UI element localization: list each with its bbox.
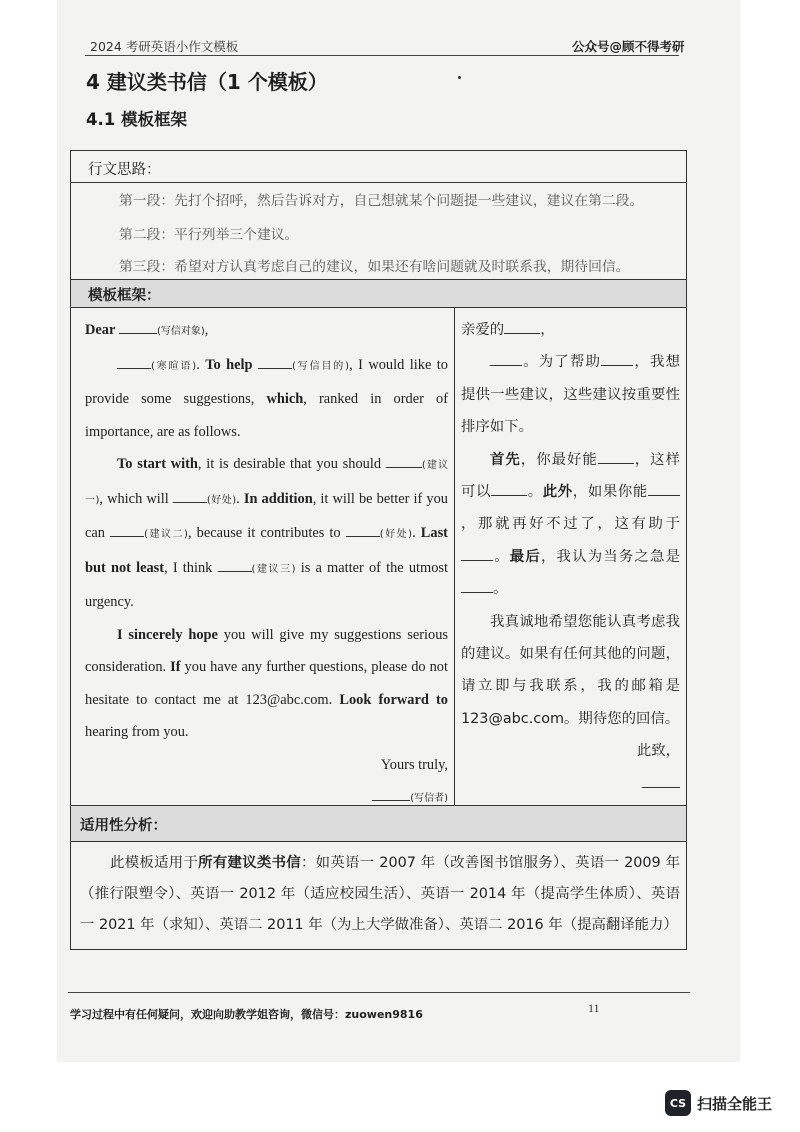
subsection-title: 4.1 模板框架 [86,110,187,129]
app-text-a: 此模板适用于 [110,855,199,871]
chinese-para-3: 我真诚地希望您能认真考虑我的建议。如果有任何其他的问题，请立即与我联系，我的邮箱是123@abc.com。期待您的回信。 [461,613,680,727]
column-divider [454,307,455,805]
footer-text: 学习过程中有任何疑问，欢迎向助教学姐咨询，微信号：zuowen9816 [70,1008,423,1021]
blank-line [110,524,144,537]
chinese-signature [461,768,680,800]
blank-line [218,559,252,572]
para3-text-c: hearing from you. [85,724,189,740]
scanner-brand [665,1090,772,1116]
applicability-text [80,848,680,941]
cn-para2-d: ，那就再好不过了，这有助于 [461,516,680,533]
app-bold: 所有建议类书信 [198,855,301,871]
note-suggestion-1: (建议一) [85,460,449,506]
para1-text-b: , ranked in order of importance, are as follows. [85,391,448,440]
blank-line [642,775,680,788]
applicability-label: 适用性分析： [80,818,167,834]
chinese-template [461,314,680,800]
cn-para2-b: ，这样可以 [461,451,680,501]
note-benefit: (好处) [379,529,413,540]
camscanner-icon: CS [665,1090,691,1116]
blank-line [386,455,422,468]
para2-text-b: , which will [99,490,169,507]
which-word: which [266,391,304,407]
last-but-phrase: Last but not least [85,525,448,576]
outline-label: 行文思路： [88,162,161,178]
para3-text-b: you have any further questions, please do not hesitate to contact me at 123@abc.com. [85,659,448,708]
note-purpose: (写信目的) [292,360,350,372]
para1-text-a: , I would like to provide some suggestions, [85,356,448,407]
blank-line [490,353,522,366]
if-word: If [170,659,181,675]
note-writer: (写信者) [410,793,448,804]
app-text-b: ：如英语一 2007 年（改善图书馆服务）、英语一 2009 年（推行限塑令）、英语一 2012 年（适应校园生活）、英语一 2014 年（提高学生体质）、英语一 2021 年（求知）、英语二 2011 年（为上大学做准备）、英语二 2016 年（提高翻译能力） [80,855,680,933]
note-recipient: (写信对象) [156,326,205,337]
header-divider [85,55,679,56]
row-divider [71,307,686,308]
chinese-para-2: 首先，你最好能 ，这样可以 。此外，如果你能，那就再好不过了，这有助于。最后，我认为当务之急是。 [461,451,680,598]
header-left: 2024 考研英语小作文模板 [90,39,239,54]
para2-text-f: is a matter of the utmost urgency. [85,559,448,610]
chinese-para-1 [461,346,680,443]
english-template [85,314,448,816]
blank-line [601,353,633,366]
cn-para1-a: 。为了帮助 [522,354,602,371]
para2-text-a: , it is desirable that you should [197,456,382,472]
framework-label: 模板框架： [88,288,161,304]
header-right: 公众号@顾不得考研 [572,39,685,54]
cn-dear: 亲爱的 [461,322,505,338]
footer-divider [68,992,690,993]
blank-line [119,321,157,334]
blank-line [258,356,292,369]
english-para-3 [85,619,448,749]
row-divider [71,182,686,183]
blank-line [461,548,493,561]
blank-line [461,580,493,593]
chinese-salutation: 亲爱的 ， [461,322,555,338]
page-number: 11 [588,1001,600,1015]
cn-para2-a: ，你最好能 [520,451,598,468]
framework-label-band [71,279,686,307]
blank-line [598,451,634,464]
cn-para1-b: ，我想提供一些建议，这些建议按重要性排序如下。 [461,354,680,436]
row-divider [71,841,686,842]
para2-text-d: , because it contributes to [187,525,341,541]
note-suggestion-2: (建议二) [144,529,188,540]
blank-line [346,524,380,537]
to-help-phrase: To help [205,356,253,373]
look-forward-phrase: Look forward to [339,691,448,708]
stray-dot [458,76,461,79]
english-signature [85,781,448,816]
to-start-phrase: To start with [117,456,198,472]
chinese-closing: 此致， [636,743,680,760]
blank-line [117,356,151,369]
outline-step-3: 第三段：希望对方认真考虑自己的建议，如果还有啥问题就及时联系我，期待回信。 [119,259,630,275]
blank-line [372,788,410,801]
outline-step-1: 第一段：先打个招呼，然后告诉对方，自己想就某个问题提一些建议，建议在第二段。 [119,193,644,209]
para2-text-c: , it will be better if you can [85,490,448,541]
cn-first: 首先 [490,451,521,468]
sincerely-phrase: I sincerely hope [117,626,218,643]
cn-para2-c: ，如果你能 [572,484,648,501]
english-para-2: To start with, it is desirable that you should (建议一), which will (好处). In addition, it will be better if you can (建议二), because it contributes to (好处). Last but not least, I think (建议三) is a matter of the utmost urgency. [85,456,449,610]
note-benefit: (好处) [206,494,237,506]
cn-para2-e: ，我认为当务之急是 [540,548,680,565]
in-addition-phrase: In addition [243,490,313,507]
blank-line [648,483,680,496]
note-suggestion-3: (建议三) [251,563,296,575]
dear-word: Dear [85,322,116,338]
cn-also: 此外 [542,484,573,501]
para2-text-e: , I think [164,559,213,576]
outline-step-2: 第二段：平行列举三个建议。 [119,227,299,243]
english-closing: Yours truly, [380,756,448,773]
brand-name: 扫描全能王 [697,1094,773,1113]
section-title: 4 建议类书信（1 个模板） [86,70,328,94]
para3-text-a: you will give my suggestions serious consideration. [85,626,448,675]
english-para-1: (寒暄语). To help (写信目的), I would like to provide some suggestions, which, ranked in order of importance, are as follows. [85,356,448,440]
english-salutation: Dear (写信对象), [85,322,209,338]
blank-line [491,483,527,496]
blank-line [504,321,540,334]
note-greeting: (寒暄语) [151,360,197,372]
cn-finally: 最后 [509,548,541,565]
blank-line [173,490,207,503]
row-divider [71,279,686,280]
